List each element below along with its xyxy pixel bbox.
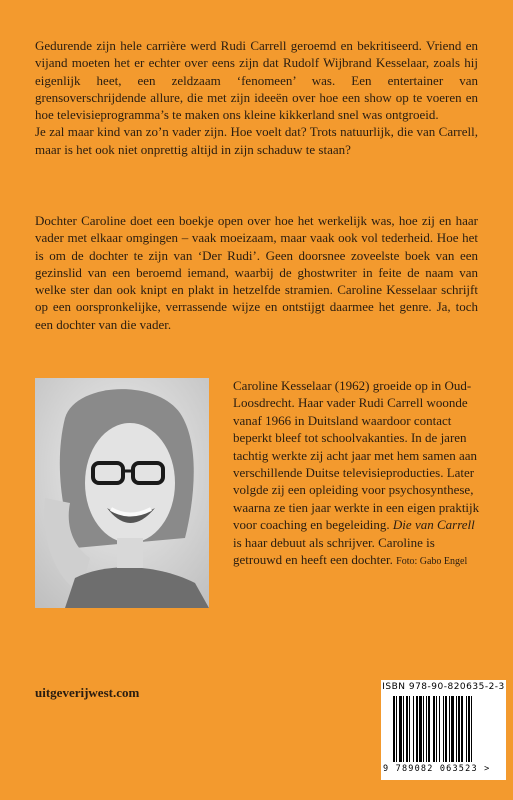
intro-text-1: Gedurende zijn hele carrière werd Rudi Carrell geroemd en bekritiseerd. Vriend en vijand moeten het er echter over eens zijn dat Rudolf Wijbrand Kesselaar, zoals hij eigenlijk heet, een zeldzaam ‘fenomeen’ was. Een entertainer van grensoverschrijdende allure, die met zijn ideeën over hoe een show op te voeren en hoe televisieprogramma’s te maken ons kleine kikkerland snel was ontgroeid. [35, 38, 478, 123]
isbn-label: ISBN 978-90-820635-2-3 [382, 682, 505, 692]
barcode-bars [393, 696, 497, 762]
intro-paragraph-1 [35, 37, 478, 158]
author-photo [35, 378, 209, 608]
bio-text-1: Caroline Kesselaar (1962) groeide op in Oud-Loosdrecht. Haar vader Rudi Carrell woonde vanaf 1966 in Duitsland waardoor contact beperkt bleef tot schoolvakanties. In de jaren tachtig werkte zij acht jaar met hem samen aan verschillende Duitse televisieproducties. Later volgde zij een opleiding voor psychosynthese, waarna ze tien jaar werkte in een eigen praktijk voor coaching en begeleiding. [233, 378, 480, 533]
intro-text-1b: Je zal maar kind van zo’n vader zijn. Hoe voelt dat? Trots natuurlijk, die van Carrell, maar is het ook niet onprettig altijd in zijn schaduw te staan? [35, 124, 478, 157]
barcode-digits: 9 789082 063523 > [383, 764, 491, 774]
isbn-barcode [381, 680, 506, 780]
bio-text-2: is haar debuut als schrijver. Caroline is getrouwd en heeft een dochter. [233, 534, 435, 568]
publisher-website[interactable]: uitgeverijwest.com [35, 685, 140, 700]
author-bio [233, 377, 483, 570]
bio-book-title: Die van Carrell [392, 517, 475, 533]
intro-paragraph-2: Dochter Caroline doet een boekje open over hoe het werkelijk was, hoe zij en haar vader met elkaar omgingen – vaak moeizaam, maar vaak ook vol tederheid. Hoe het is om de dochter te zijn van ‘Der Rudi’. Geen doorsnee zoveelste boek van een gezinslid van een beroemd iemand, waarbij de ghostwriter in feite de naam van welke ster dan ook knipt en plakt in hetzelfde stramien. Caroline Kesselaar schrijft op een oorspronkelijke, verrassende wijze en ontstijgt daarmee het genre. Ja, toch een dochter van die vader. [35, 213, 478, 332]
photo-credit: Foto: Gabo Engel [396, 556, 468, 568]
